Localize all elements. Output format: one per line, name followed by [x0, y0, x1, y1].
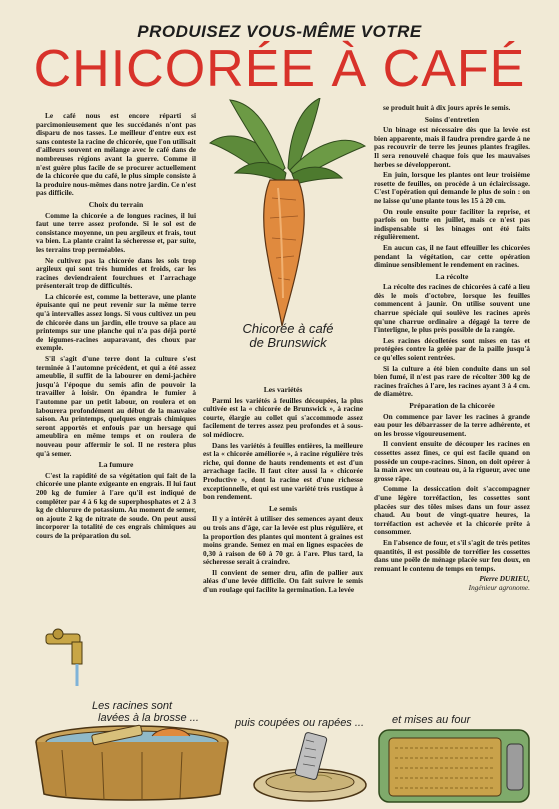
paragraph: Un binage est nécessaire dès que la levée est bien apparente, mais il faudra prendre garde à ne pas recouvrir de terre les jeunes plantes fragiles. Il sera renouvelé chaque fois que les mauvaises herbes se développeront. [374, 125, 530, 169]
paragraph: se produit huit à dix jours après le semis. [383, 103, 511, 112]
paragraph: Comme la dessiccation doit s'accompagner d'une légère torréfaction, les cossettes sont placées sur des tôles mises dans un four assez chaud. Au bout de vingt-quatre heures, la torréfaction est achevée et la chicorée prête à consommer. [374, 484, 530, 537]
heading-la-fumure: La fumure [98, 460, 134, 470]
intro-paragraph: Le café nous est encore réparti si parcimonieusement que les succédanés n'ont pas disparu de nos tasses. Le meilleur d'entre eux est sans conteste la racine de chicorée, que l'on utilisait d'ailleurs souvent en mélange avec le café dans de nombreuses régions avant la guerre. Comme il n'est guère plus facile de se procurer actuellement de la chicorée que du café, le plus simple consiste à la produire nous-mêmes dans notre jardin. Ce n'est pas difficile. [36, 111, 196, 198]
heading-les-varietes: Les variétés [263, 385, 303, 394]
article-kicker: PRODUISEZ VOUS-MÊME VOTRE [137, 22, 422, 41]
caption-washed [92, 700, 199, 724]
paragraph: En l'absence de four, et s'il s'agit de très petites quantités, il est possible de torréfier les cossettes dans une poêle de ménage placée sur feu doux, en remuant le contenu de temps en temps. [374, 537, 530, 573]
paragraph: En aucun cas, il ne faut effeuiller les chicorées pendant la végétation, car cette opération diminue sensiblement le rendement en racines. [374, 242, 530, 270]
caption-washed-line-2: lavées à la brosse ... [98, 712, 199, 724]
grater-illustration [250, 730, 370, 805]
paragraph: En juin, lorsque les plantes ont leur troisième rosette de feuilles, on procède à un éclaircissage. C'est l'opération qui demande le plus de soin : on ne laisse qu'une plante tous les 15 à 20 cm. [374, 170, 530, 205]
paragraph: La récolte des racines de chicorées à café a lieu dès le mois d'octobre, lorsque les feuilles commencent à jaunir. On utilise souvent une charrue spéciale qui soulève les racines après qu'une charrue ordinaire a dégagé la terre de l'interligne, le plus près possible de la rangée. [374, 282, 530, 335]
column-3 [374, 104, 530, 592]
caption-oven: et mises au four [392, 714, 471, 726]
paragraph: La chicorée est, comme la betterave, une plante épuisante qui ne peut revenir sur la même terre qu'à intervalles assez longs. Si vous cultivez un peu de chicorée dans un jardin, elle trouve sa place au printemps sur une planche qui n'a pas déjà porté de légumes-racines auparavant, des choux par exemple. [36, 291, 196, 353]
article-title: CHICORÉE À CAFÉ [33, 40, 526, 98]
paragraph: Ne cultivez pas la chicorée dans les sols trop argileux qui sont très humides et froids, car les racines deviendraient fourchues et l'arrachage présenterait trop de difficultés. [36, 255, 196, 291]
faucet-illustration [36, 628, 96, 688]
paragraph: Les racines décolletées sont mises en tas et protégées contre la gelée par de la paille jusqu'à ce qu'elles soient rentrées. [374, 335, 530, 363]
oven-tray-illustration [375, 726, 535, 806]
chicory-root-illustration [200, 98, 370, 328]
paragraph: Parmi les variétés à feuilles découpées, la plus cultivée est la « chicorée de Brunswick », à racine courte, élargie au collet qui s'accommode assez facilement de terres assez peu profondes et à sous-sol médiocre. [203, 395, 363, 439]
paragraph: Si la culture a été bien conduite dans un sol bien fumé, il n'est pas rare de récolter 300 kg de racines fraîches à l'are, les racines ayant 3 à 4 cm. de diamètre. [374, 363, 530, 399]
author-name: Pierre DURIEU, [479, 574, 530, 584]
caption-line-1: Chicorée à café [242, 321, 334, 336]
caption-line-2: de Brunswick [249, 335, 327, 350]
paragraph: Dans les variétés à feuilles entières, la meilleure est la « chicorée améliorée », à racine régulière très riche, qui donne de hauts rendements et est d'un arrachage facile. Il faut citer aussi la « chicorée Productive », dont la racine est d'une richesse exceptionnelle, et qui est une variété très rustique à bon rendement. [203, 440, 363, 502]
paragraph: Il y a intérêt à utiliser des semences ayant deux ou trois ans d'âge, car la levée est plus régulière, et la proportion des plantes qui montent à graines est moins grande. Semez en mai en lignes espacées de 0,30 à raison de 60 à 70 gr. à l'are. Plus tard, la sécheresse serait à craindre. [203, 514, 363, 567]
caption-washed-line-1: Les racines sont [92, 700, 173, 712]
paragraph: Il convient ensuite de découper les racines en cossettes assez fines, ce qui est facile quand on possède un coupe-racines. Sinon, on doit opérer à la main avec un couteau ou, à la rigueur, avec une grosse râpe. [374, 439, 530, 483]
paragraph: On roule ensuite pour faciliter la reprise, et parfois on butte en juillet, mais ce n'est pas indispensable si les binages ont été faits régulièrement. [374, 206, 530, 242]
paragraph: Comme la chicorée a de longues racines, il lui faut une terre assez profonde. Si le sol est de consistance moyenne, un peu argileux et frais, tout va bien. La plante craint la sécheresse et, par suite, les terrains trop perméables. [36, 210, 196, 254]
author-role: Ingénieur agronome. [468, 582, 530, 592]
column-1 [36, 112, 196, 543]
washing-tub-illustration [32, 722, 232, 802]
paragraph: On commence par laver les racines à grande eau pour les débarrasser de la terre adhérente, et on les brosse vigoureusement. [374, 411, 530, 438]
column-2 [203, 383, 363, 597]
caption-cut: puis coupées ou rapées ... [235, 717, 365, 729]
heading-preparation: Préparation de la chicorée [409, 401, 495, 410]
heading-la-recolte: La récolte [435, 271, 469, 281]
paragraph: S'il s'agit d'une terre dont la culture s'est terminée à l'automne précédent, et qui a été assez ameublie, il suffit de la labourer en demi-jachère jusqu'à l'époque du semis afin de pouvoir la travailler à loisir. On épandra le fumier à l'automne par un petit labour, on roulera et on labourera profondément au début de la mauvaise saison. Au printemps, quelques engrais chimiques seront apportés et enfouis par un hersage qui ameublira en même temps et on roulera de nouveau pour affermir le sol. Il ne restera plus qu'à semer. [36, 354, 196, 458]
heading-soins-dentretien: Soins d'entretien [424, 114, 480, 124]
heading-choix-du-terrain: Choix du terrain [88, 199, 144, 209]
paragraph: Il convient de semer dru, afin de pallier aux aléas d'une levée difficile. On fait suivre le semis d'un roulage qui facilite la germination. La levée [203, 567, 363, 595]
illustration-caption [228, 322, 348, 350]
paragraph: C'est la rapidité de sa végétation qui fait de la chicorée une plante exigeante en engrais. Il lui faut 200 kg de fumier à l'are qu'il est indiqué de compléter par 4 à 6 kg de superphosphates et 2 à 3 kg de chlorure de potassium. Au moment de semer, on ajoute 2 kg de nitrate de soude. On peut aussi incorporer la totalité de ces engrais chimiques au cours de la préparation du sol. [36, 470, 196, 540]
heading-le-semis: Le semis [268, 503, 298, 513]
